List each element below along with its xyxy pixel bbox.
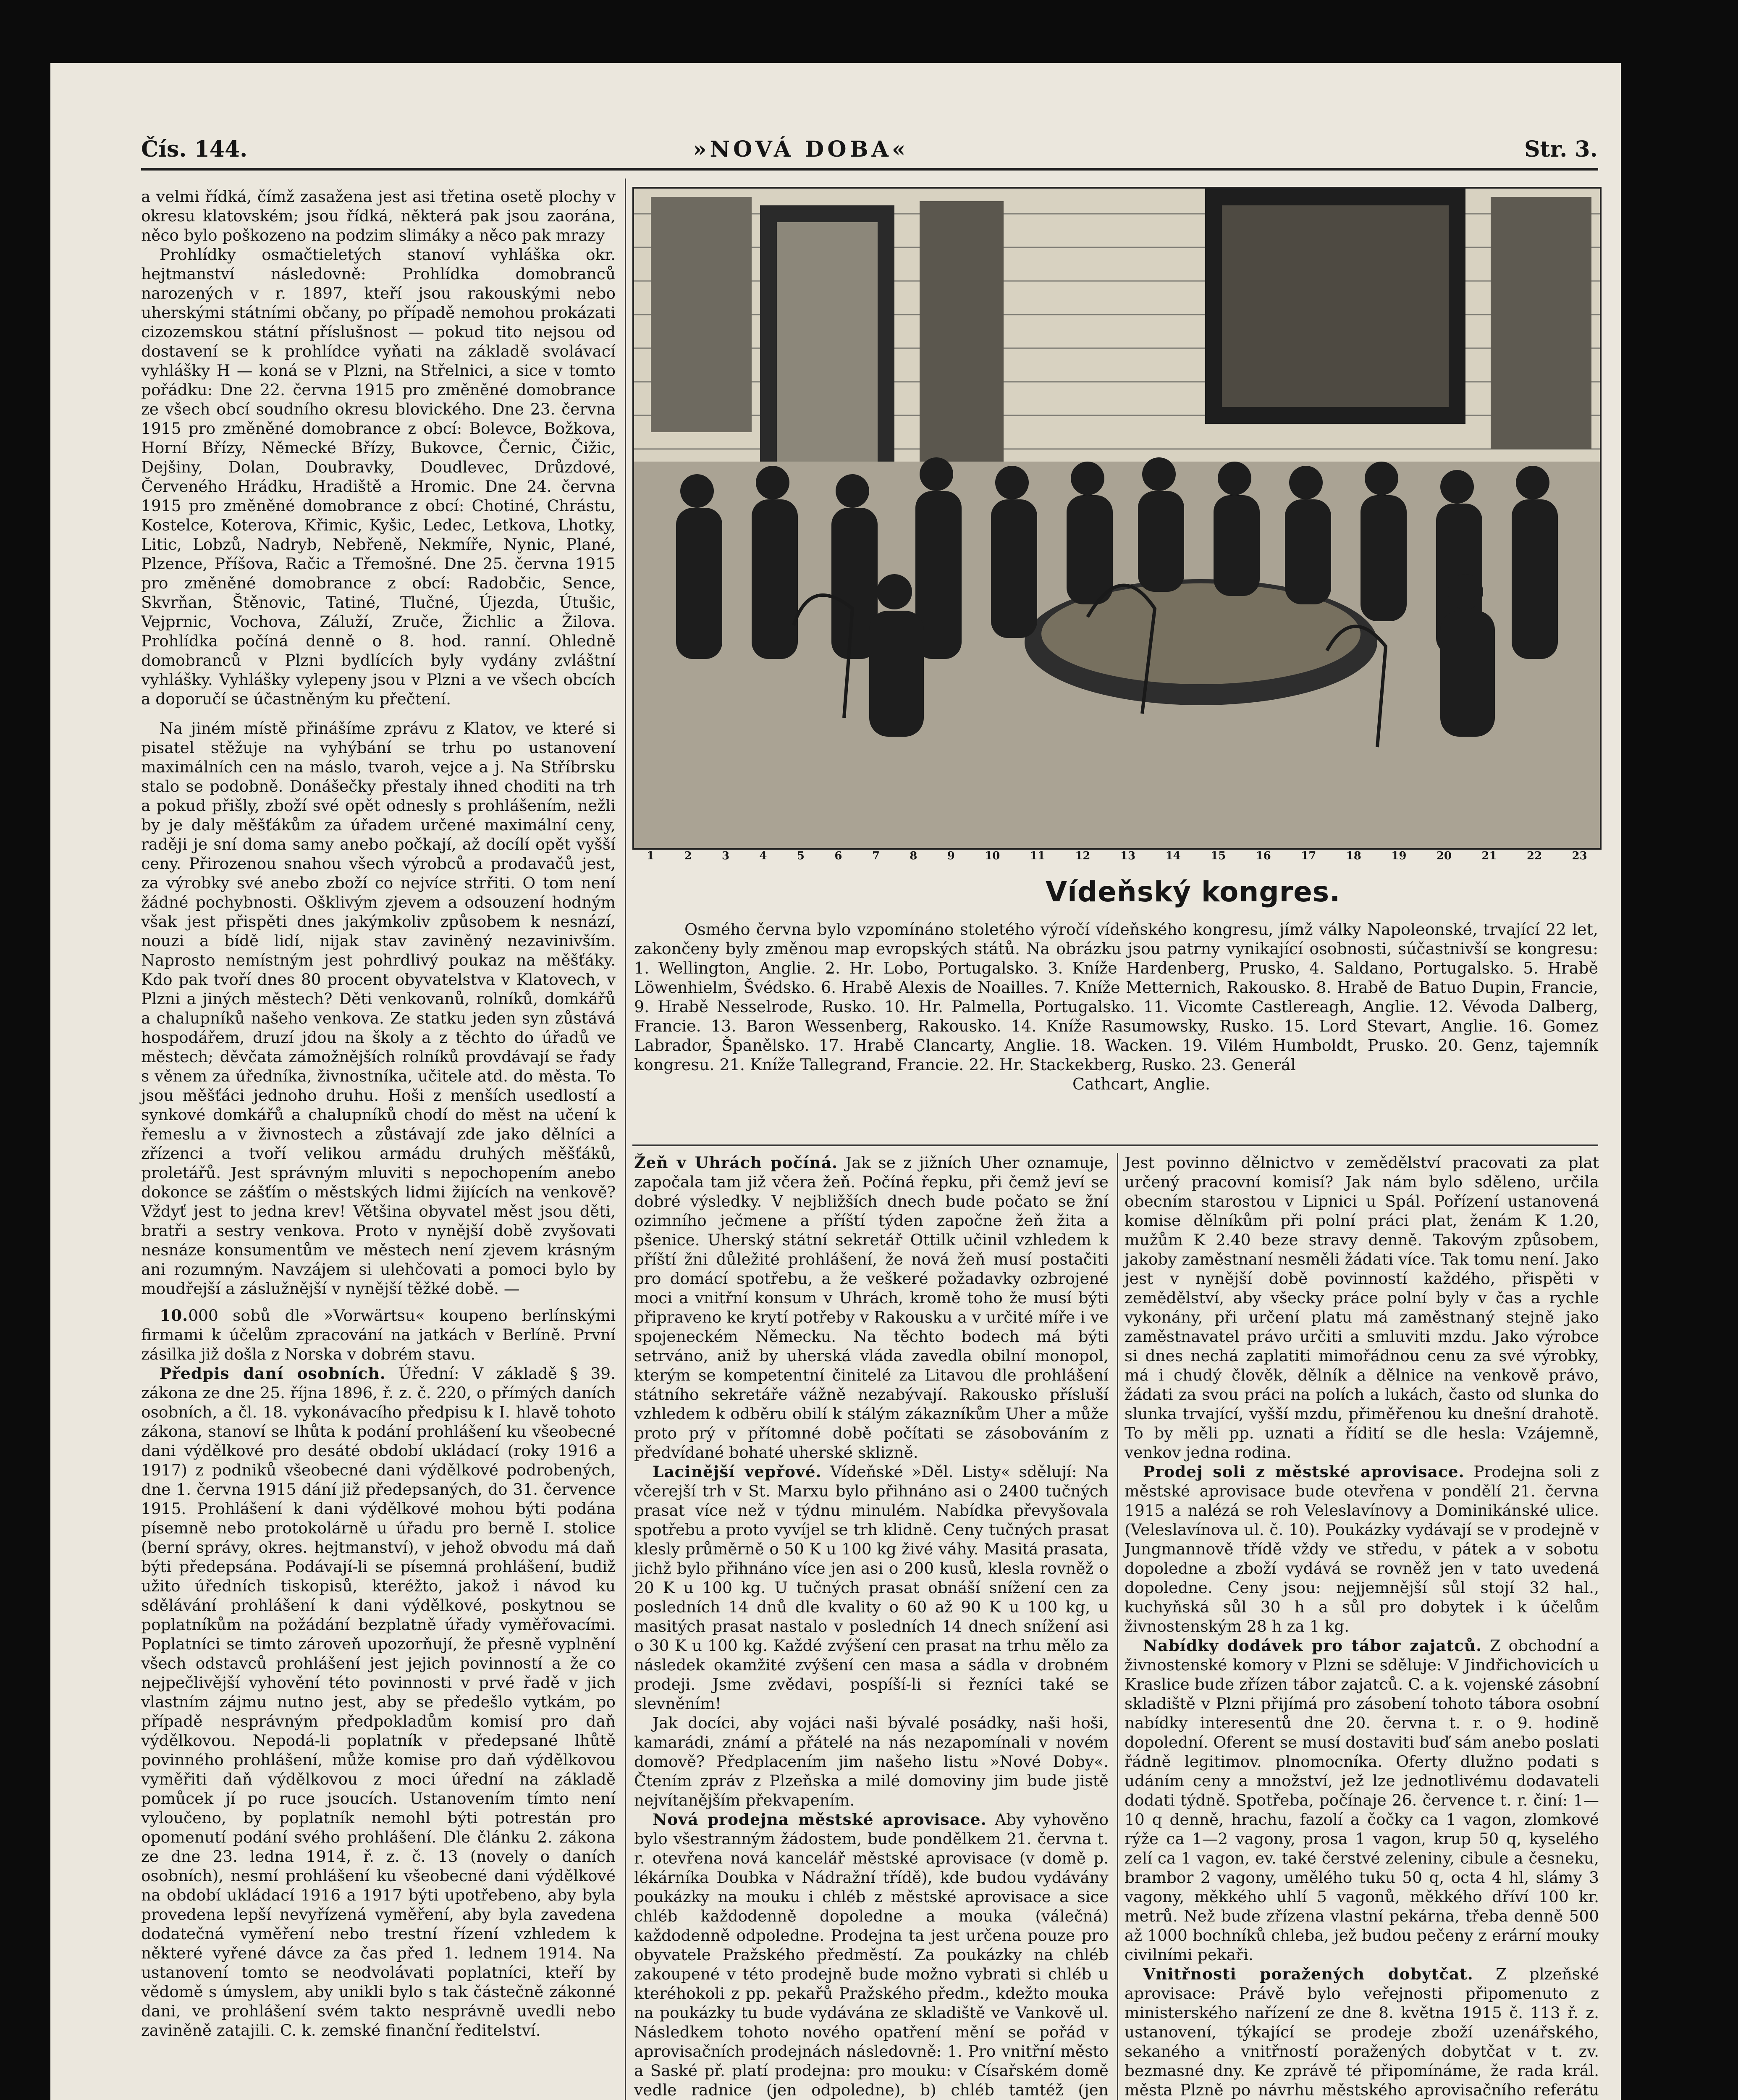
figure-number: 6 [834,850,842,862]
figure-number: 13 [1120,850,1136,862]
newspaper-title: »NOVÁ DOBA« [693,136,909,162]
column-rule-left [625,178,626,2100]
article-new-shop: Nová prodejna městské aprovisace. Aby vyhověno bylo všestranným žádostem, bude pondělkem 21. června t. r. otevřena nová kancelář městské aprovisace (v domě p. lékárníka Doubka v Nádražní třídě), kde budou vydávány poukázky na mouku i chléb z městské aprovisace a sice chléb každodenně dopoledne a mouka (válečná) každodenně odpoledne. Prodejna ta jest určena pouze pro obyvatele Pražského předměstí. Za poukázky na chléb zakoupené v této prodejně bude možno vybrati si chléb u kteréhokoli z pp. pekařů Pražského předm., kdežto mouka na poukázky tu bude vydávána ze skladiště ve Vankově ul. Následkem tohoto nového opatření mění se pořád v aprovisačních prodejnách následovně: 1. Pro vnitřní město a Saské př. platí prodejna: pro mouku: v Císařském domě vedle radnice (jen odpoledne), b) chléb tamtéž (jen [634,1810,1109,2099]
figure-number: 21 [1481,850,1497,862]
article-headline: Nová prodejna městské aprovisace. [653,1810,987,1829]
middle-column [634,1153,1109,2100]
article-text: a velmi řídká, čímž zasažena jest asi třetina osetě plochy v okresu klatovském; jsou řídká, některá pak jsou zaorána, něco bylo poškozeno na podzim slimáky a něco pak mrazy [141,187,616,244]
article-soldiers: Jak docíci, aby vojáci naši bývalé posádky, naši hoši, kamarádi, známí a přátelé na nás nezapomínali v novém domově? Předplacením jim našeho listu »Nové Doby«. Čtením zpráv z Plzeňska a milé domoviny jim bude jistě nejvítanějším překvapením. [634,1714,1109,1809]
article-headline: Předpis daní osobních. [160,1364,386,1383]
article-markets: Na jiném místě přinášíme zprávu z Klatov, ve které si pisatel stěžuje na vyhýbání se trhu po ustanovení maximálních cen na máslo, tvaroh, vejce a j. Na Stříbrsku stalo se podobně. Donášečky přestaly ihned choditi na trh a pokud přišly, zboží své opět odnesly s prohlášením, nežli by je daly měšťákům za úřadem určené maximální ceny, raději je sní doma samy anebo počkají, až docílí opět vyšší ceny. Přirozenou snahou všech výrobců a prodavačů jest, za výrobky své anebo zboží co nejvíce strřiti. O tom není žádné pochybnosti. Ošklivým zjevem a odsouzení hodným však jest přispěti dnes jakýmkoliv způsobem k nesnází, nouzi a bídě lidí, nijak stav zaviněný nezavinivším. Naprosto nemístným jest pohrdlivý poukaz na měšťáky. Kdo pak tvoří dnes 80 procent obyvatelstva v Klatovech, v Plzni a jiných městech? Děti venkovanů, rolníků, domkářů a chalupníků našeho venkova. Ze statku jeden syn zůstává hospodářem, druzí jdou na školy a z těchto do úřadů ve městech; děvčata zámožnějších rolníků provdávají se řady s věnem za úředníka, živnostníka, učitele atd. do města. To jsou měšťáci jednoho druhu. Hoši z menších usedlostí a synkové domkářů a chalupníků chodí do měst na učení k řemeslu a v živnostech a zůstávají zde jako dělníci a zřízenci a tvoří velikou armádu druhých měšťáků, proletářů. Jest správným mluviti s nepochopením anebo dokonce se zášťím o městských lidmi žijících na venkově? Vždyť jest to jedna krev! Většina obyvatel měst jsou děti, bratři a sestry venkova. Proto v nynější době zvyšovati nesnáze konsumentům ve městech není zjevem krásným ani rozumným. Navzájem si ulehčovati a pomoci bylo by moudřejší a záslužnější v nynější těžké době. — [141,719,616,1298]
article-offal: Vnitřnosti poražených dobytčat. Z plzeňské aprovisace: Právě bylo veřejnosti připomenuto z ministerského nařízení ze dne 8. května 1915 č. 113 ř. z. ustanovení, týkající se prodeje zboží uzenářského, sekaného a vnitřností poražených dobytčat v t. zv. bezmasné dny. Ke zprávě té připomínáme, že rada král. města Plzně po návrhu městského aprovisačního referátu [1125,1965,1599,2099]
article-headline: 10. [160,1306,189,1325]
article-headline: Žeň v Uhrách počíná. [634,1153,838,1172]
left-window [651,197,752,432]
article-headline: Prodej soli z městské aprovisace. [1143,1462,1465,1481]
figure-number: 19 [1391,850,1407,862]
figure-number: 9 [947,850,955,862]
figure-number: 7 [872,850,880,862]
article-headline: Lacinější vepřové. [653,1462,822,1481]
newspaper-page [50,63,1621,2100]
figure-number: 8 [910,850,917,862]
caption-text [634,920,1598,1094]
article-farm-workers: Jest povinno dělnictvo v zemědělství pracovati za plat určený pracovní komisí? Jak nám bylo sděleno, určila obecním starostou v Lipnici u Spál. Pořízení ustanovená komise dělníkům při polní práci plat, ženám K 1.20, mužům K 2.40 beze stravy denně. Takovým způsobem, jakoby zaměstnaní nesměli žádati více. Tak tomu není. Jako jest v nynější době povinností každého, přispěti v zemědělství, aby všecky práce polní byly v čas a rychle vykonány, při určení platu má zaměstnaný stejně jako zaměstnavatel právo určiti a smluviti mzdu. Jako výrobce si dnes nechá zaplatiti mimořádnou cenu za své výrobky, má i chudý člověk, dělník a dělnice na venkově právo, žádati za svou práci na polích a lukách, často od slunka do slunka trvající, vyšší mzdu, přiměřenou ku dnešní drahotě. To by měli pp. uznati a řídití se dle hesla: Vzájemně, venkov jedna rodina. [1125,1153,1599,1462]
article-headline: Nabídky dodávek pro tábor zajatců. [1143,1636,1482,1655]
right-column [1125,1153,1599,2100]
figure-number: 4 [759,850,767,862]
figure-number: 11 [1030,850,1045,862]
right-window [1491,197,1591,449]
caption-title: Vídeňský kongres. [1046,876,1341,908]
figure-number: 5 [797,850,805,862]
left-column [141,187,616,2040]
article-pork: Lacinější vepřové. Vídeňské »Děl. Listy« sdělují: Na včerejší trh v St. Marxu bylo přihnáno asi o 2400 tučných prasat více než v týdnu minulém. Nabídka převyšovala spotřebu a proto vyvíjel se trh klidně. Ceny tučných prasat klesly průměrně o 50 K u 100 kg živé váhy. Masitá prasata, jichž bylo přihnáno více jen asi o 200 kusů, klesla rovněž o 20 K u 100 kg. U tučných prasat obnáší snížení cen za posledních 14 dnů dle kvality o 60 až 90 K u 100 kg, u masitých prasat nastalo v posledních 14 dnech snížení asi o 30 K u 100 kg. Každé zvýšení cen prasat na trhu mělo za následek okamžité zvýšení cen masa a sádla v drobném prodeji. Jsme zvědavi, pospíší-li si řezníci také se slevněním! [634,1462,1109,1713]
figure-number: 1 [647,850,655,862]
middle-window [920,201,1004,462]
article-headline: Vnitřnosti poražených dobytčat. [1143,1965,1473,1983]
article-harvest: Žeň v Uhrách počíná. Jak se z jižních Uher oznamuje, započala tam již včera žeň. Počíná řepku, při čemž jeví se dobré výsledky. V nejbližších dnech bude počato se žní ozimního ječmene a příští týden započne žeň žita a pšenice. Uherský státní sekretář Ottilk učinil vzhledem k příští žni důležité prohlášení, že nová žeň musí postačiti pro domácí spotřebu, a že veškeré požadavky ozbrojené moci a vnitřní konsum v Uhrách, kromě toho že musí býti připraveno ke krytí potřeby v Rakousku a v určité míře i ve spojeneckém Německu. Na těchto bodech má býti setrváno, aniž by uherská vláda zavedla obilní monopol, kterým se kompetentní činitelé za Litavou dle prohlášení státního sekretáře vážně nezabývají. Rakousko přísluší vzhledem k odběru obilí k stálým zákazníkům Uher a může proto prý v přítomné době počítati se zásobováním z předvídané bohaté uherské sklizně. [634,1153,1109,1462]
figure-number: 18 [1346,850,1361,862]
caption-last-line: Cathcart, Anglie. [1072,1075,1211,1093]
figure-number: 23 [1572,850,1587,862]
congress-illustration [632,187,1602,850]
figure-number: 17 [1301,850,1316,862]
article-conscripts: Prohlídky osmačtieletých stanoví vyhláška okr. hejtmanství následovně: Prohlídka domobranců narozených v r. 1897, kteří jsou rakouskými nebo uherskými státními občany, po případě nemohou prokázati cizozemskou státní příslušnost — pokud tito nejsou od dostavení se k prohlídce vyňati na základě svolávací vyhlášky H — koná se v Plzni, na Střelnici, a sice v tomto pořádku: Dne 22. června 1915 pro změněné domobrance ze všech obcí soudního okresu blovického. Dne 23. června 1915 pro změněné domobrance z obcí: Bolevce, Božkova, Horní Břízy, Německé Břízy, Bukovce, Černic, Čižic, Dejšiny, Dolan, Doubravky, Doudlevec, Drůzdové, Červeného Hrádku, Hradiště a Hromic. Dne 24. června 1915 pro změněné domobrance z obcí: Chotiné, Chrástu, Kostelce, Koterova, Křimic, Kyšic, Ledec, Letkova, Lhotky, Litic, Lobzů, Nadryb, Nebřeně, Nekmíře, Nynic, Plané, Plzence, Příšova, Račic a Třemošné. Dne 25. června 1915 pro změněné domobrance z obcí: Radobčic, Sence, Skvrňan, Štěnovic, Tatiné, Tlučné, Újezda, Útušic, Vejprnic, Vochova, Záluží, Zruče, Žichlic a Žilova. Prohlídka počíná denně o 8. hod. ranní. Ohledně domobranců v Plzni bydlících byly vydány zvláštní vyhlášky. Vyhlášky vylepeny jsou v Plzni a ve všech obcích a doporučí se účastněným ku přečtení. [141,245,616,708]
figure-number: 14 [1165,850,1181,862]
article-reindeer: 10.000 sobů dle »Vorwärtsu« koupeno berlínskými firmami k účelům zpracování na jatkách v Berlíně. První zásilka již došla z Norska v dobrém stavu. [141,1306,616,1363]
painting [1222,205,1449,407]
caption-bottom-rule [632,1144,1598,1146]
issue-number: Čís. 144. [141,136,248,162]
engraving-svg [634,189,1600,848]
figure-number: 10 [985,850,1000,862]
caption-paragraph: Osmého června bylo vzpomínáno stoletého výročí vídeňského kongresu, jímž války Napoleonské, trvající 22 let, zakončeny byly změnou map evropských států. Na obrázku jsou patrny vynikající osobnosti, súčastnivší se kongresu: 1. Wellington, Anglie. 2. Hr. Lobo, Portugalsko. 3. Kníže Hardenberg, Prusko, 4. Saldano, Portugalsko. 5. Hrabě Löwenhielm, Švédsko. 6. Hrabě Alexis de Noailles. 7. Kníže Metternich, Rakousko. 8. Hrabě de Batuo Dupin, Francie, 9. Hrabě Nesselrode, Rusko. 10. Hr. Palmella, Portugalsko. 11. Vicomte Castlereagh, Anglie. 12. Vévoda Dalberg, Francie. 13. Baron Wessenberg, Rakousko. 14. Kníže Rasumowsky, Rusko. 15. Lord Stevart, Anglie. 16. Gomez Labrador, Španělsko. 17. Hrabě Clancarty, Anglie. 18. Wacken. 19. Vilém Humboldt, Prusko. 20. Genz, tajemník kongresu. 21. Kníže Tallegrand, Francie. 22. Hr. Stackekberg, Rusko. 23. Generál [634,920,1598,1074]
column-rule-right [1117,1153,1118,2100]
header-rule [141,168,1598,171]
article-pow-camp: Nabídky dodávek pro tábor zajatců. Z obchodní a živnostenské komory v Plzni se sděluje: V Jindřichovicích u Kraslice bude zřízen tábor zajatců. C. a k. vojenské zásobní skladiště v Plzni přijímá pro zásobení tohoto tábora osobní nabídky interesentů dne 20. června t. r. o 9. hodině dopolední. Oferent se musí dostaviti buď sám anebo poslati řádně legitimov. plnomocníka. Oferty dlužno podati s udáním ceny a množství, jež lze jednotlivému dodavateli dodati týdně. Spotřeba, počínaje 26. července t. r. činí: 1—10 q denně, hrachu, fazolí a čočky ca 1 vagon, zlomkové rýže ca 1—2 vagony, prosa 1 vagon, krup 50 q, kyselého zelí ca 1 vagon, ev. také čerstvé zeleniny, cibule a česneku, brambor 2 vagony, umělého tuku 50 q, octa 4 hl, slámy 3 vagony, měkkého uhlí 5 vagonů, měkkého dříví 100 kr. metrů. Než bude zřízena vlastní pekárna, třeba denně 500 až 1000 bochníků chleba, jež budou pečeny z erární mouky civilními pekaři. [1125,1636,1599,1964]
figure-number: 20 [1436,850,1452,862]
figure-numbers [634,848,1600,864]
article-salt: Prodej soli z městské aprovisace. Prodejna soli z městské aprovisace bude otevřena v pondělí 21. června 1915 a nalézá se roh Veleslavínovy a Dominikánské ulice. (Veleslavínova ul. č. 10). Poukázky vydávají se v prodejně v Jungmannově třídě vždy ve středu, v pátek a v sobotu dopoledne a zboží vydává se rovněž jen v tato uvedená dopoledne. Ceny jsou: nejjemnější sůl stojí 32 hal., kuchyňská sůl 30 h a sůl pro dobytek i k účelům živnostenským 28 h za 1 kg. [1125,1462,1599,1635]
figure-number: 15 [1211,850,1226,862]
page-number: Str. 3. [1524,136,1598,162]
figure-number: 3 [721,850,730,862]
article-taxes: Předpis daní osobních. Úřední: V základě § 39. zákona ze dne 25. října 1896, ř. z. č. 220, o přímých daních osobních, a čl. 18. vykonávacího předpisu k I. hlavě tohoto zákona, stanoví se lhůta k podání prohlášení ku všeobecné dani výdělkové pro desáté období ukládací (roky 1916 a 1917) z podniků všeobecné dani výdělkové podrobených, dne 1. června 1915 dání již předepsaných, do 31. července 1915. Prohlášení k dani výdělkové mohou býti podána písemně nebo protokolárně u úřadu pro berně I. stolice (berní správy, okres. hejtmanství), v jehož obvodu má daň býti předepsána. Podávají-li se písemná prohlášení, budiž užito úředních tiskopisů, kteréžto, jakož i návod ku sdělávání prohlášení k dani výdělkové, poskytnou se poplatníkům na požádání bezplatně úřady vyměřovacími. Poplatníci se timto zároveň upozorňují, že přesně vyplnění všech odstavců prohlášení jest jejich povinností a že co nejpečlivější vyhovění této povinnosti v prvé řadě v jich vlastním zájmu nutno jest, aby se předešlo vytkám, po případě nesprávným předpokladům komisí pro daň výdělkovou. Nepodá-li poplatník v předepsané lhůtě povinného prohlášení, může komise pro daň výdělkovou vyměřiti daň výdělkovou z moci úřední na základě pomůcek jí po ruce jsoucích. Ustanovením tímto není vyloučeno, by poplatník nemohl býti potrestán pro opomenutí podání svého prohlášení. Dle článku 2. zákona ze dne 23. ledna 1914, ř. z. č. 13 (novely o daních osobních), nesmí prohlášení ku všeobecné dani výdělkové na období ukládací 1916 a 1917 býti upotřebeno, aby byla provedena lepší nevyřízená vyměření, aby byla zavedena dodatečná vyměření nebo trestní řízení vzhledem k některé vyřené dávce za čas před 1. lednem 1914. Na ustanovení tomto se neodvolávati poplatníci, kteří by vědomě s úmyslem, aby unikli bylo s tak částečně zákonné dani, ve prohlášení svém takto nesprávně uvedli nebo zaviněně zatajili. C. k. zemské finanční ředitelství. [141,1364,616,2040]
figure-number: 16 [1256,850,1271,862]
figure-number: 2 [684,850,692,862]
figure-number: 12 [1075,850,1091,862]
figure-number: 22 [1526,850,1542,862]
